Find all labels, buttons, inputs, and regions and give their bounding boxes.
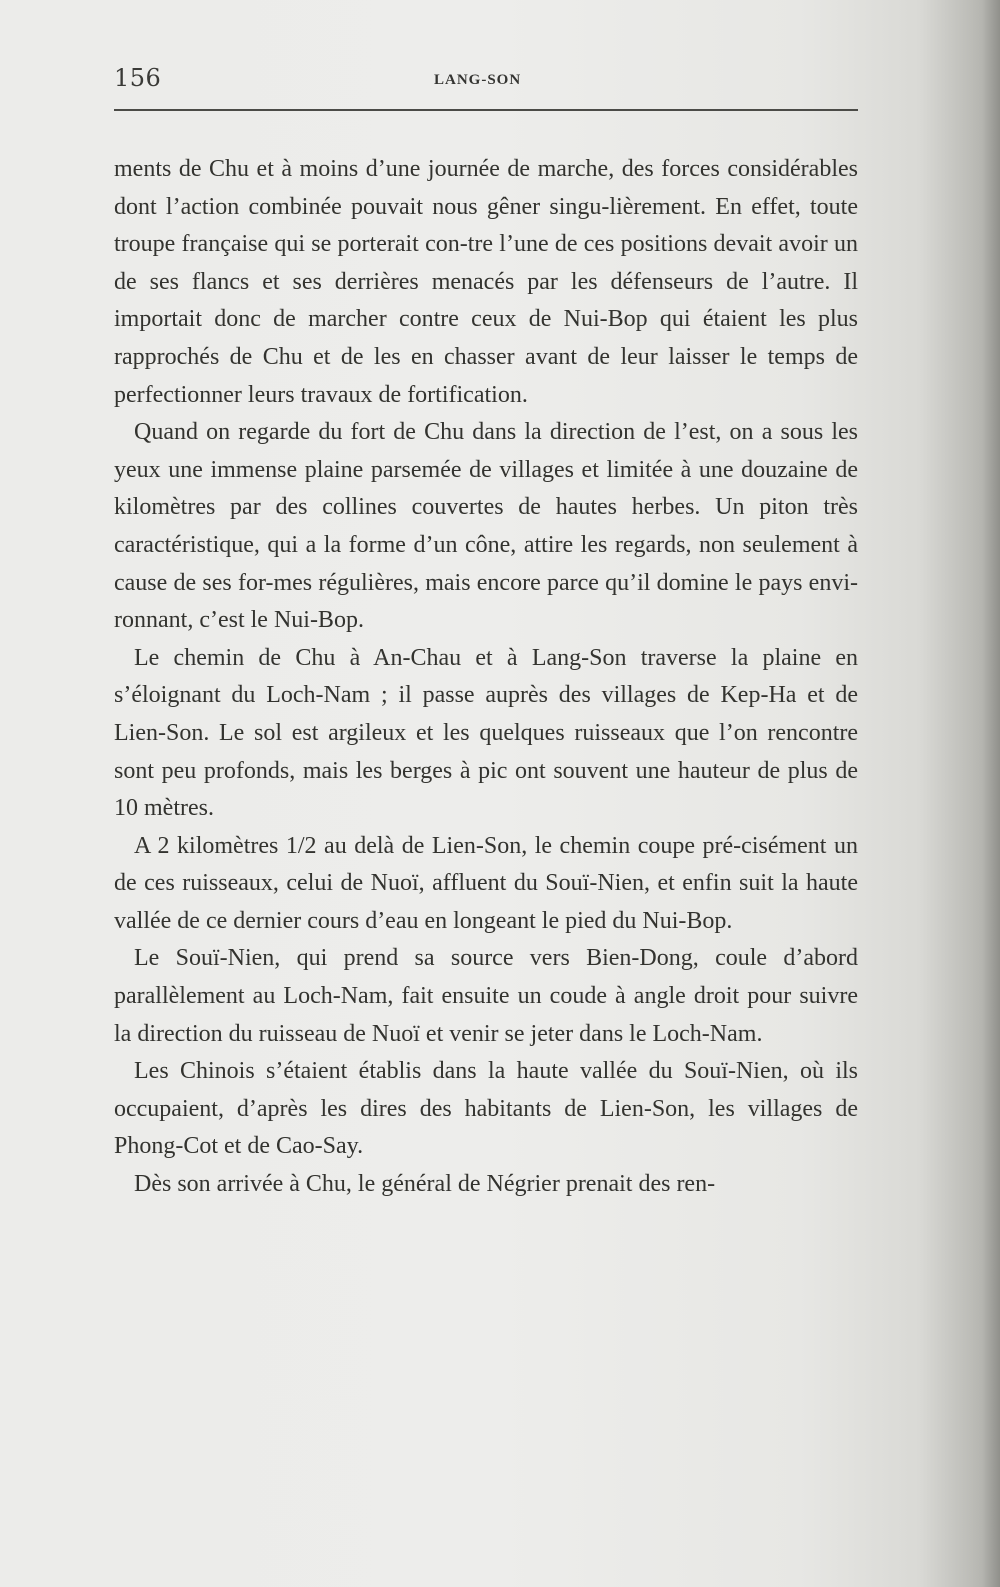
paragraph: ments de Chu et à moins d’une journée de marche, des forces considérables dont l’action combinée pouvait nous gêner singu-lièrement. En effet, toute troupe française qui se porterait con-tre l’une de ces positions devait avoir un de ses flancs et ses derrières menacés par les défenseurs de l’autre. Il importait donc de marcher contre ceux de Nui-Bop qui étaient les plus rapprochés de Chu et de les en chasser avant de leur laisser le temps de perfectionner leurs travaux de fortification. bbox=[114, 156, 858, 408]
page-number: 156 bbox=[114, 64, 162, 92]
paragraph: Quand on regarde du fort de Chu dans la direction de l’est, on a sous les yeux une immense plaine parsemée de villages et limitée à une douzaine de kilomètres par des collines couvertes de hautes herbes. Un piton très caractéristique, qui a la forme d’un cône, attire les regards, non seulement à cause de ses for-mes régulières, mais encore parce qu’il domine le pays envi-ronnant, c’est le Nui-Bop. bbox=[114, 419, 858, 634]
header-rule bbox=[114, 109, 858, 111]
paragraph: Le chemin de Chu à An-Chau et à Lang-Son traverse la plaine en s’éloignant du Loch-Nam ; il passe auprès des villages de Kep-Ha et de Lien-Son. Le sol est argileux et les quelques ruisseaux que l’on rencontre sont peu profonds, mais les berges à pic ont souvent une hauteur de plus de 10 mètres. bbox=[114, 644, 858, 822]
paragraph: Le Souï-Nien, qui prend sa source vers Bien-Dong, coule d’abord parallèlement au Loch-Nam, fait ensuite un coude à angle droit pour suivre la direction du ruisseau de Nuoï et venir se jeter dans le Loch-Nam. bbox=[114, 945, 858, 1047]
running-title: LANG-SON bbox=[434, 72, 522, 88]
paragraph: Dès son arrivée à Chu, le général de Négrier prenait des ren- bbox=[134, 1171, 716, 1198]
page-header bbox=[114, 62, 858, 100]
paragraph: Les Chinois s’étaient établis dans la haute vallée du Souï-Nien, où ils occupaient, d’après les dires des habitants de Lien-Son, les villages de Phong-Cot et de Cao-Say. bbox=[114, 1058, 858, 1160]
paragraph: A 2 kilomètres 1/2 au delà de Lien-Son, le chemin coupe pré-cisément un de ces ruisseaux, celui de Nuoï, affluent du Souï-Nien, et enfin suit la haute vallée de ce dernier cours d’eau en longeant le pied du Nui-Bop. bbox=[114, 832, 858, 934]
body-text bbox=[114, 151, 858, 1204]
